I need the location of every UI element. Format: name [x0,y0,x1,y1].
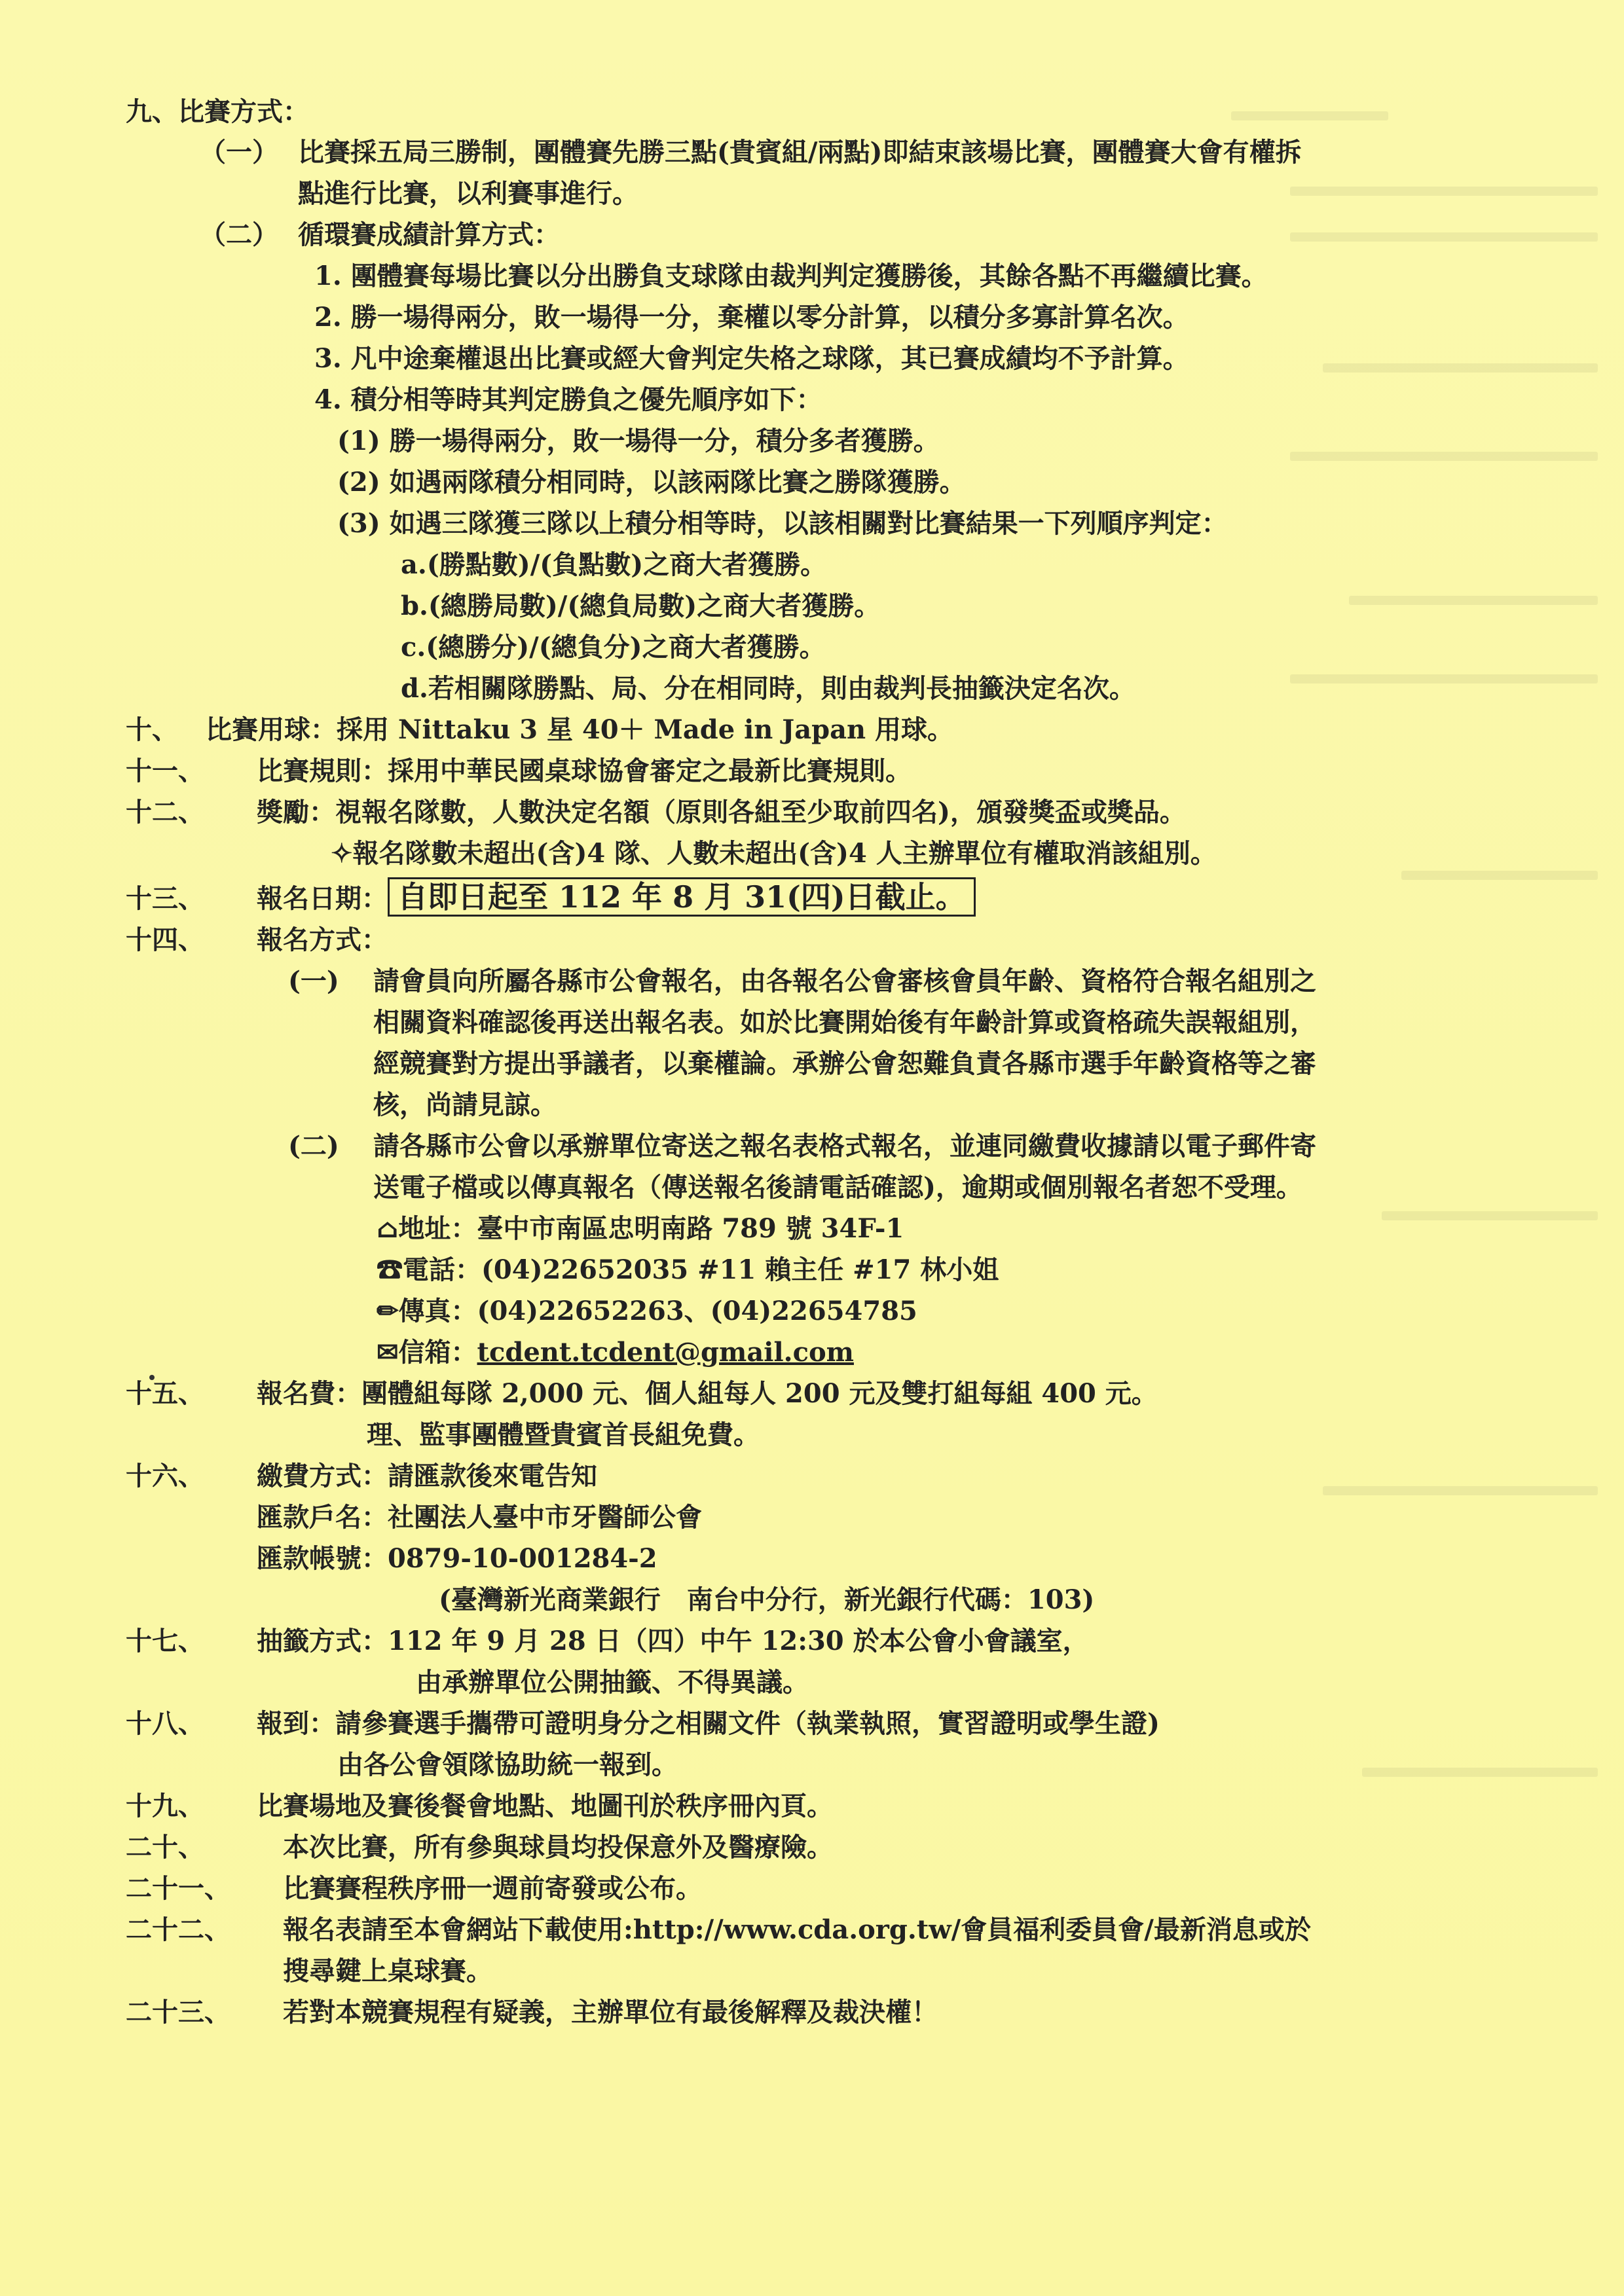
s9-criterion-d: d.若相關隊勝點、局、分在相同時，則由裁判長抽籤決定名次。 [401,673,1135,704]
contact-fax: ✏傳真：(04)22652263、(04)22654785 [377,1296,917,1326]
section-10: 十、 比賽用球：採用 Nittaku 3 星 40＋ Made in Japan 用球。 [126,714,954,745]
bleed-through-mark [1231,111,1388,120]
s14-item-1-line-4: 核，尚請見諒。 [373,1089,557,1120]
section-12-note: ✧報名隊數未超出(含)4 隊、人數未超出(含)4 人主辦單位有權取消該組別。 [331,838,1217,869]
bleed-through-mark [1323,363,1598,373]
bleed-through-mark [1362,1768,1598,1777]
section-9-heading: 九、比賽方式： [126,96,309,127]
section-17-line-2: 由承辦單位公開抽籤、不得異議。 [416,1667,809,1698]
section-13: 十三、 報名日期： 自即日起至 112 年 8 月 31(四)日截止。 [126,880,976,916]
section-15: 十五、 報名費：團體組每隊 2,000 元、個人組每人 200 元及雙打組每組 400 元。 [126,1378,1158,1409]
section-15-line-2: 理、監事團體暨貴賓首長組免費。 [367,1419,760,1450]
s14-item-2-line-1: (二) 請各縣市公會以承辦單位寄送之報名表格式報名，並連同繳費收據請以電子郵件寄 [288,1131,1316,1161]
pencil-icon: ✏ [377,1296,399,1326]
contact-address: ⌂地址：臺中市南區忠明南路 789 號 34F-1 [377,1213,904,1244]
section-12: 十二、 獎勵：視報名隊數，人數決定名額（原則各組至少取前四名)，頒發獎盃或獎品。 [126,797,1186,828]
section-18-line-2: 由各公會領隊協助統一報到。 [337,1749,678,1780]
bleed-through-mark [1290,452,1598,461]
bleed-through-mark [1290,674,1598,683]
s9-sub-1: (1) 勝一場得兩分，敗一場得一分，積分多者獲勝。 [337,426,940,456]
contact-phone: ☎電話：(04)22652035 #11 賴主任 #17 林小姐 [377,1254,999,1285]
s14-item-1-line-3: 經競賽對方提出爭議者，以棄權論。承辦公會恕難負責各縣市選手年齡資格等之審 [373,1048,1316,1079]
s9-sub-3: (3) 如遇三隊獲三隊以上積分相等時，以該相關對比賽結果一下列順序判定： [337,508,1228,539]
bleed-through-mark [1349,596,1598,605]
s9-criterion-c: c.(總勝分)/(總負分)之商大者獲勝。 [401,632,826,663]
section-11: 十一、 比賽規則：採用中華民國桌球協會審定之最新比賽規則。 [126,756,912,786]
bleed-through-mark [1323,1486,1598,1495]
section-22-line-2: 搜尋鍵上桌球賽。 [283,1956,492,1986]
s14-item-1-line-1: (一) 請會員向所屬各縣市公會報名，由各報名公會審核會員年齡、資格符合報名組別之 [288,966,1316,996]
s9-item-1-line-2: 點進行比賽，以利賽事進行。 [298,178,638,209]
s9-rule-3: 3. 凡中途棄權退出比賽或經大會判定失格之球隊，其已賽成績均不予計算。 [314,343,1189,374]
s14-item-1-line-2: 相關資料確認後再送出報名表。如於比賽開始後有年齡計算或資格疏失誤報組別， [373,1007,1316,1038]
email-link[interactable]: tcdent.tcdent@gmail.com [477,1337,854,1368]
phone-icon: ☎ [377,1254,403,1285]
section-21: 二十一、 比賽賽程秩序冊一週前寄發或公布。 [126,1873,702,1904]
s9-sub-2: (2) 如遇兩隊積分相同時，以該兩隊比賽之勝隊獲勝。 [337,467,966,498]
section-22: 二十二、 報名表請至本會網站下載使用:http://www.cda.org.tw/會員福利委員會/最新消息或於 [126,1914,1311,1945]
account-name: 匯款戶名：社團法人臺中市牙醫師公會 [257,1502,702,1533]
bleed-through-mark [1401,871,1598,880]
registration-deadline-box: 自即日起至 112 年 8 月 31(四)日截止。 [388,877,976,917]
account-number: 匯款帳號：0879-10-001284-2 [257,1543,657,1574]
section-16: 十六、 繳費方式：請匯款後來電告知 [126,1461,597,1491]
s9-rule-2: 2. 勝一場得兩分，敗一場得一分，棄權以零分計算，以積分多寡計算名次。 [314,302,1189,333]
section-18: 十八、 報到：請參賽選手攜帶可證明身分之相關文件（執業執照，實習證明或學生證) [126,1708,1160,1739]
section-20: 二十、 本次比賽，所有參與球員均投保意外及醫療險。 [126,1832,833,1863]
s9-item-2: （二） 循環賽成績計算方式： [200,219,560,250]
section-14: 十四、 報名方式： [126,924,388,955]
section-23: 二十三、 若對本競賽規程有疑義，主辦單位有最後解釋及裁決權！ [126,1997,938,2028]
house-icon: ⌂ [377,1213,399,1244]
envelope-icon: ✉ [377,1337,399,1368]
s9-criterion-a: a.(勝點數)/(負點數)之商大者獲勝。 [401,549,827,580]
s9-rule-4: 4. 積分相等時其判定勝負之優先順序如下： [314,384,822,415]
s9-rule-1: 1. 團體賽每場比賽以分出勝負支球隊由裁判判定獲勝後，其餘各點不再繼續比賽。 [314,261,1268,291]
bleed-through-mark [1382,1211,1598,1220]
section-17: 十七、 抽籤方式：112 年 9 月 28 日（四）中午 12:30 於本公會小會議室， [126,1626,1089,1656]
contact-email: ✉信箱：tcdent.tcdent@gmail.com [377,1337,854,1368]
section-19: 十九、 比賽場地及賽後餐會地點、地圖刊於秩序冊內頁。 [126,1791,833,1821]
s14-item-2-line-2: 送電子檔或以傳真報名（傳送報名後請電話確認)，逾期或個別報名者恕不受理。 [373,1172,1302,1203]
bank-info: (臺灣新光商業銀行 南台中分行，新光銀行代碼：103) [439,1584,1095,1615]
s9-criterion-b: b.(總勝局數)/(總負局數)之商大者獲勝。 [401,591,881,621]
bleed-through-mark [1290,232,1598,242]
bleed-through-mark [1290,187,1598,196]
s9-item-1-line-1: （一） 比賽採五局三勝制，團體賽先勝三點(貴賓組/兩點)即結束該場比賽，團體賽大會有權拆 [200,137,1302,168]
